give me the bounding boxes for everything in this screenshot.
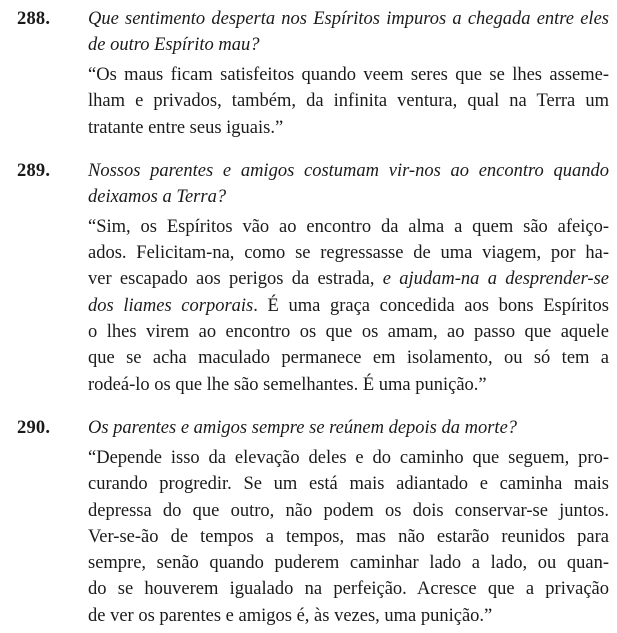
question-line: de outro Espírito mau?: [88, 35, 260, 55]
question-line: deixamos a Terra?: [88, 186, 227, 207]
answer-fragment-italic: e ajudam-na a desprender-se: [382, 269, 609, 290]
answer-line: “Sim, os Espíritos vão ao encontro da alma a quem são afeiço-: [88, 216, 609, 237]
answer-line: “Os maus ficam satisfeitos quando veem seres que se lhes asseme-: [88, 65, 609, 85]
question-line: Nossos parentes e amigos costumam vir-nos ao encontro quando: [88, 160, 609, 181]
answer-line: rodeá-lo os que lhe são semelhantes. É uma punição.”: [88, 374, 487, 395]
answer-text: [88, 445, 609, 629]
entry-288: [17, 6, 609, 141]
answer-line-mixed: [88, 293, 609, 319]
entry-290: [17, 415, 609, 629]
answer-text: [88, 62, 609, 141]
answer-line: curando progredir. Se um está mais adiantado e caminha mais: [88, 474, 609, 495]
entry-body: [88, 6, 609, 141]
answer-line: lham e privados, também, da infinita ventura, qual na Terra um: [88, 91, 609, 112]
question-number: 290.: [17, 417, 51, 438]
answer-line: “Depende isso da elevação deles e do caminho que seguem, pro-: [88, 447, 609, 468]
answer-fragment: ver escapado aos perigos da estrada,: [88, 269, 383, 290]
question-line: Os parentes e amigos sempre se reúnem depois da morte?: [88, 417, 518, 438]
answer-line: sempre, senão quando puderem caminhar lado a lado, ou quan-: [88, 553, 609, 574]
entry-body: [88, 158, 609, 398]
question-line: Que sentimento desperta nos Espíritos impuros a chegada entre eles: [88, 9, 609, 29]
answer-text: [88, 214, 609, 398]
answer-line: do se houverem igualado na perfeição. Acresce que a privação: [88, 579, 609, 600]
answer-line: depressa do que outro, não podem os dois conservar-se juntos.: [88, 500, 609, 521]
answer-fragment-italic: dos liames corporais: [88, 295, 254, 316]
answer-fragment: . É uma graça concedida aos bons Espíritos: [253, 295, 609, 316]
answer-line: tratante entre seus iguais.”: [88, 117, 284, 138]
answer-line: ados. Felicitam-na, como se regressasse de uma viagem, por ha-: [88, 243, 609, 264]
answer-line: Ver-se-ão de tempos a tempos, mas não estarão reunidos para: [88, 526, 609, 547]
answer-line-mixed: [88, 266, 609, 292]
answer-line: de ver os parentes e amigos é, às vezes, uma punição.”: [88, 605, 493, 626]
entry-289: [17, 158, 609, 398]
question-text: [88, 415, 609, 441]
question-text: [88, 158, 609, 210]
answer-line: o lhes virem ao encontro os que os amam, ao passo que aquele: [88, 322, 609, 343]
question-text: [88, 6, 609, 58]
entry-body: [88, 415, 609, 629]
answer-line: que se acha maculado permanece em isolamento, ou só tem a: [88, 348, 609, 369]
question-number: 288.: [17, 9, 51, 29]
question-number: 289.: [17, 160, 51, 181]
